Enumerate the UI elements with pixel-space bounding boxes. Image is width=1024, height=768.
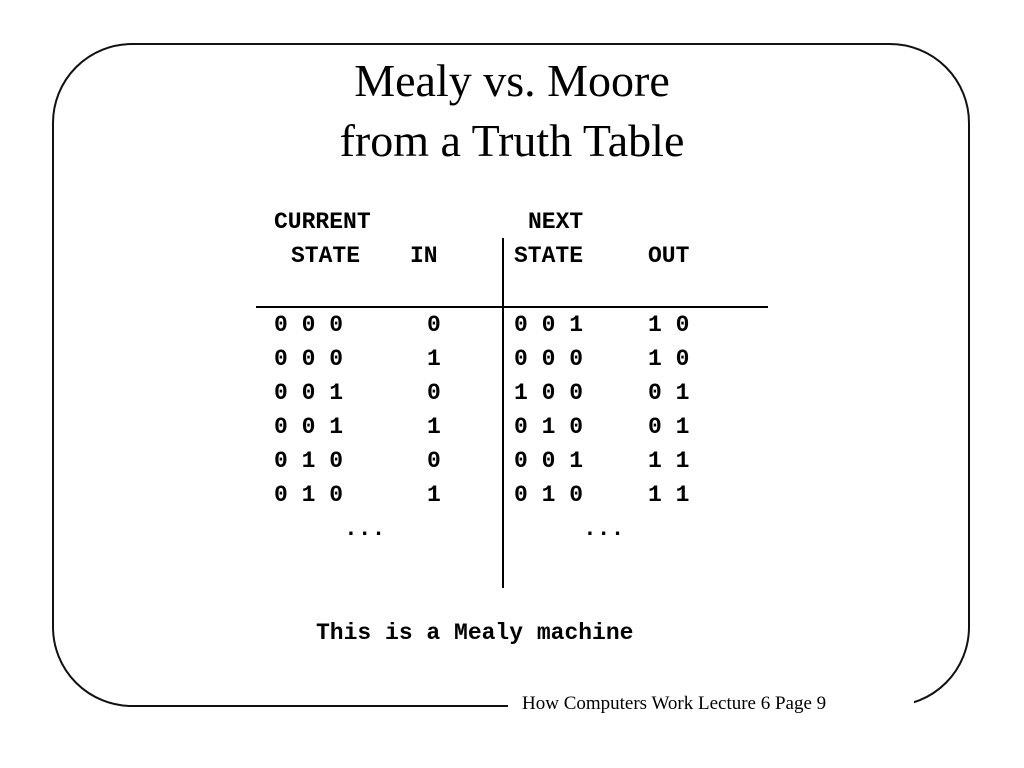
table-header-divider: [256, 306, 768, 308]
ellipsis-next: ...: [583, 516, 625, 542]
cell-current-state: 0 1 0: [274, 482, 344, 508]
cell-input: 0: [427, 312, 441, 338]
cell-current-state: 0 0 0: [274, 346, 344, 372]
cell-input: 0: [427, 448, 441, 474]
caption: This is a Mealy machine: [316, 620, 634, 646]
cell-output: 0 1: [648, 380, 690, 406]
slide-title-line2: from a Truth Table: [339, 115, 685, 166]
ellipsis-current: ...: [344, 516, 386, 542]
header-current: CURRENT: [274, 209, 371, 235]
cell-next-state: 0 0 0: [514, 346, 584, 372]
cell-current-state: 0 0 0: [274, 312, 344, 338]
cell-input: 1: [427, 414, 441, 440]
column-output: OUT: [648, 243, 690, 269]
cell-next-state: 0 1 0: [514, 414, 584, 440]
cell-input: 1: [427, 346, 441, 372]
slide-title-line1: Mealy vs. Moore: [354, 55, 670, 106]
cell-next-state: 1 0 0: [514, 380, 584, 406]
column-input: IN: [410, 243, 438, 269]
cell-current-state: 0 0 1: [274, 380, 344, 406]
cell-current-state: 0 0 1: [274, 414, 344, 440]
header-next: NEXT: [528, 209, 584, 235]
cell-output: 0 1: [648, 414, 690, 440]
cell-next-state: 0 0 1: [514, 448, 584, 474]
column-current-state: STATE: [291, 243, 361, 269]
cell-input: 0: [427, 380, 441, 406]
cell-next-state: 0 1 0: [514, 482, 584, 508]
cell-output: 1 0: [648, 346, 690, 372]
cell-next-state: 0 0 1: [514, 312, 584, 338]
cell-output: 1 0: [648, 312, 690, 338]
cell-output: 1 1: [648, 482, 690, 508]
cell-input: 1: [427, 482, 441, 508]
slide-footer: How Computers Work Lecture 6 Page 9: [522, 693, 827, 714]
cell-output: 1 1: [648, 448, 690, 474]
column-next-state: STATE: [514, 243, 584, 269]
cell-current-state: 0 1 0: [274, 448, 344, 474]
table-column-divider: [502, 238, 504, 588]
